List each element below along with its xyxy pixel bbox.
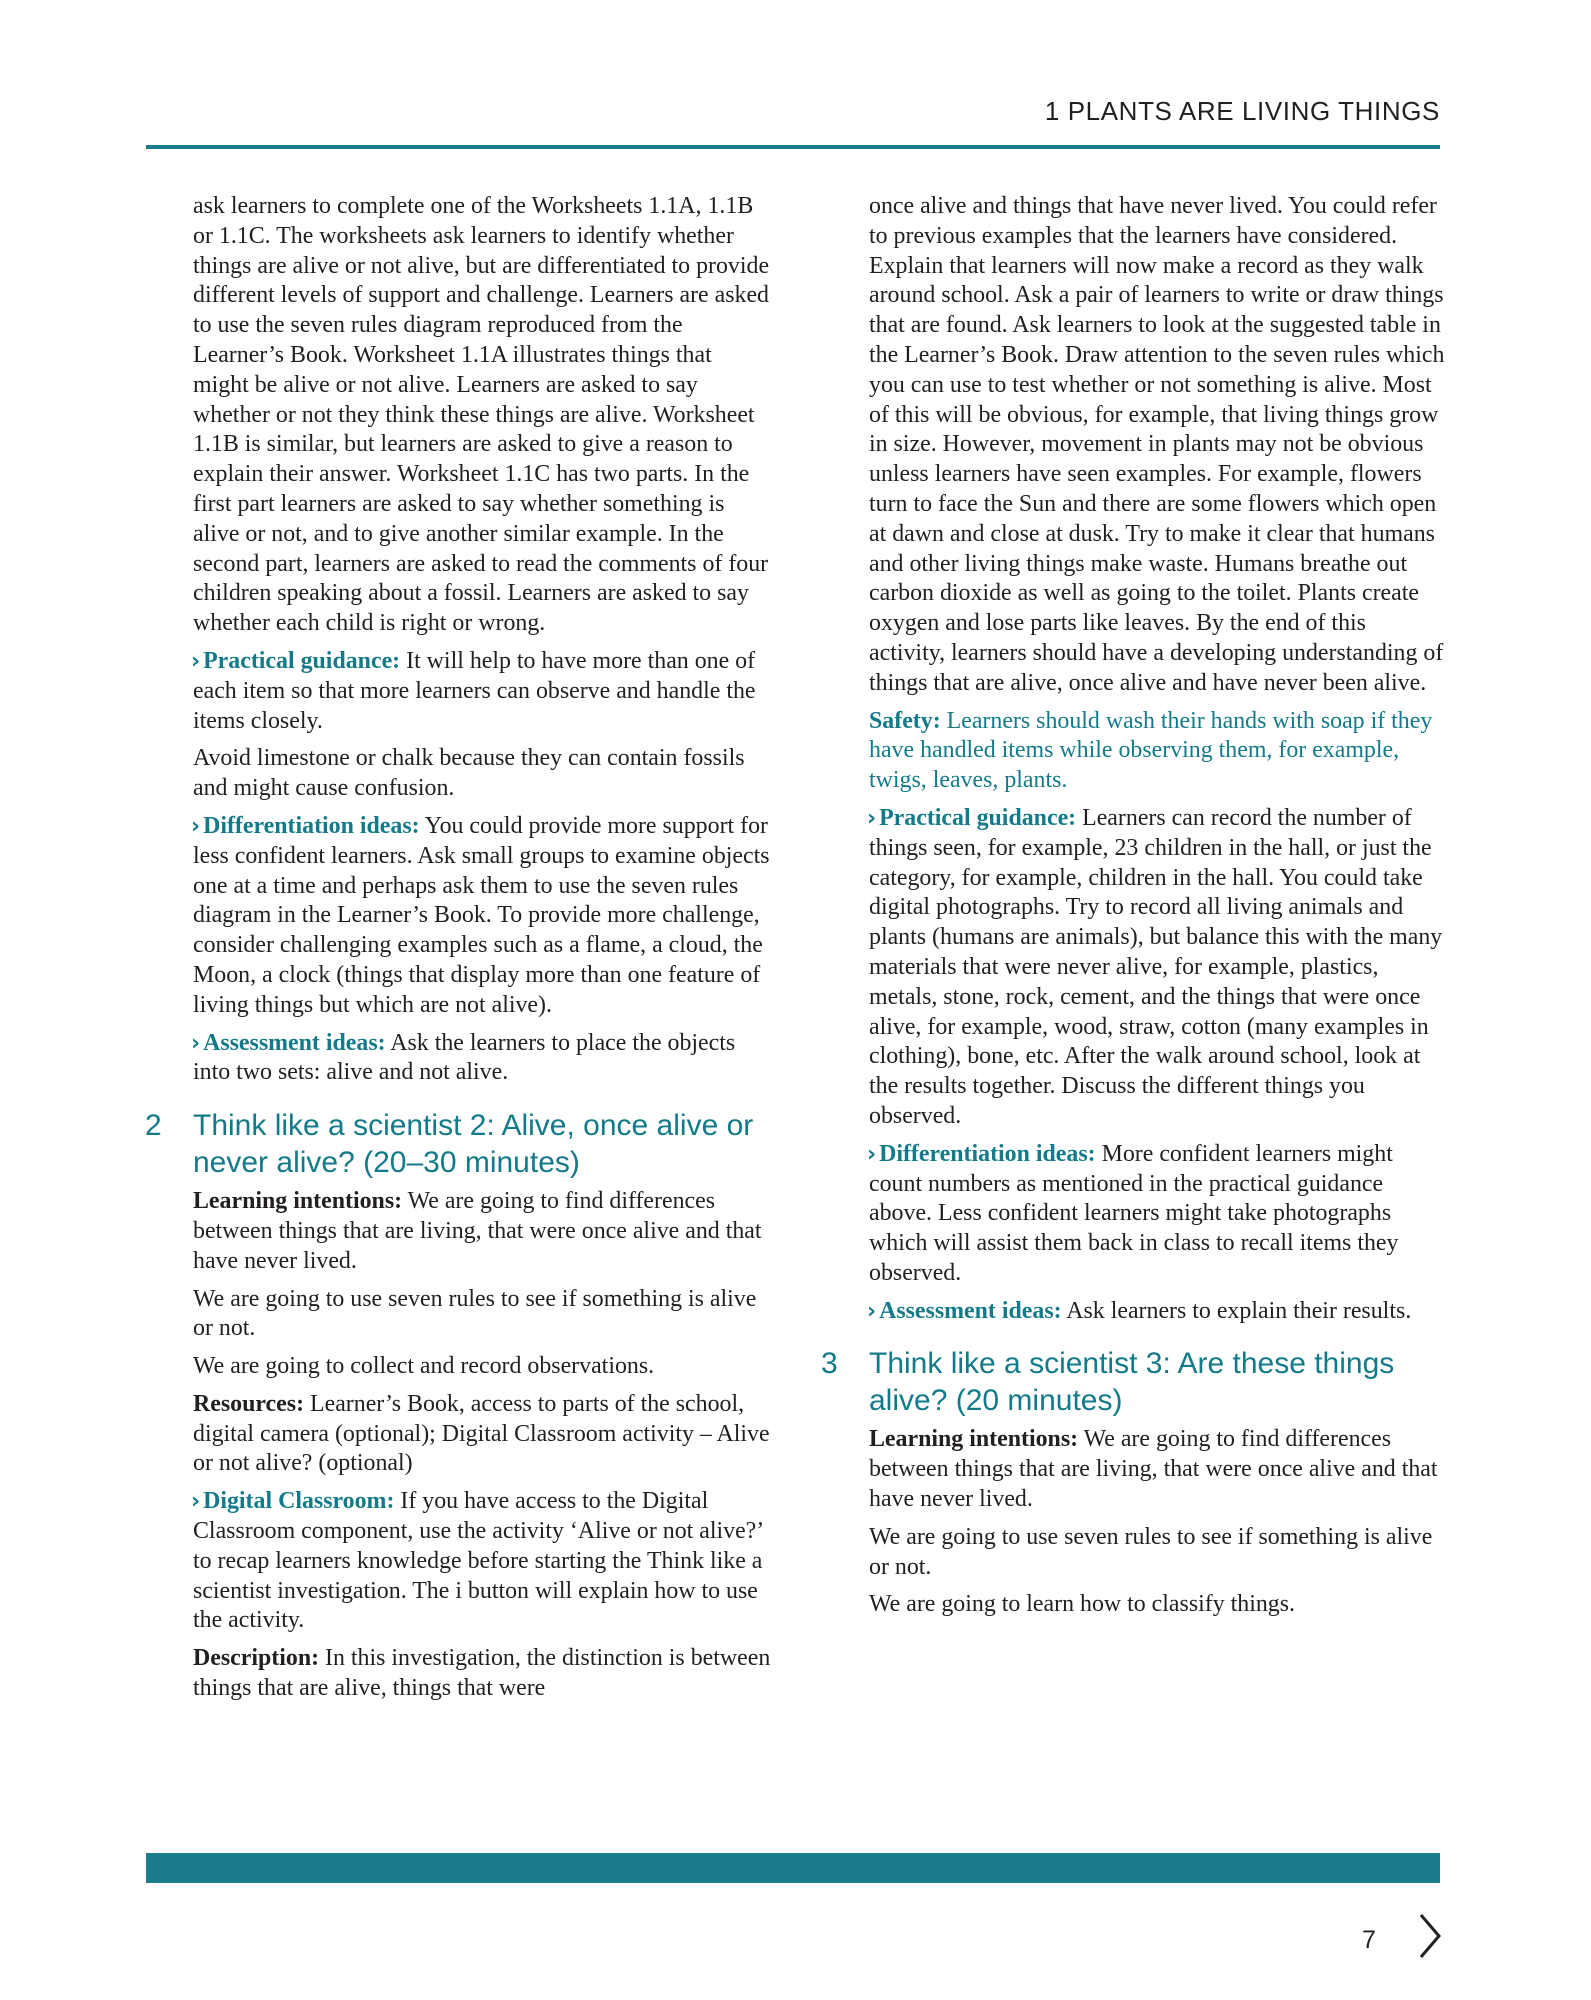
paragraph-seven-rules: We are going to use seven rules to see if something is alive or not. (869, 1523, 1433, 1580)
assessment-note (193, 1029, 773, 1089)
field-text: We are going to find differences between things that are living, that were once alive and that have never lived. (193, 1188, 762, 1274)
section-title-text: Think like a scientist 3: Are these things alive? (20 minutes) (869, 1347, 1395, 1417)
page-number: 7 (1362, 1926, 1376, 1954)
footer-bar (146, 1853, 1440, 1883)
next-page-arrow-icon[interactable] (1418, 1912, 1442, 1960)
paragraph-worksheets: ask learners to complete one of the Worksheets 1.1A, 1.1B or 1.1C. The worksheets ask learners to identify whether things are alive or not alive, but are differentiated to provide different levels of support and challenge. Learners are asked to use the seven rules diagram reproduced from the Learner’s Book. Worksheet 1.1A illustrates things that might be alive or not alive. Learners are asked to say whether or not they think these things are alive. Worksheet 1.1B is similar, but learners are asked to give a reason to explain their answer. Worksheet 1.1C has two parts. In the first part learners are asked to say whether something is alive or not, and to give another similar example. In the second part, learners are asked to read the comments of four children speaking about a fossil. Learners are asked to say whether each child is right or wrong. (193, 193, 770, 637)
differentiation-note (193, 812, 773, 1021)
description (193, 1644, 773, 1704)
resources (193, 1390, 773, 1479)
section-number: 2 (145, 1109, 162, 1143)
note-label: Practical guidance: (879, 804, 1077, 831)
field-text: Learner’s Book, access to parts of the school, digital camera (optional); Digital Classroom activity – Alive or not alive? (optional) (193, 1390, 770, 1477)
field-text: We are going to find differences between things that are living, that were once alive and that have never lived. (869, 1426, 1438, 1513)
note-label: Differentiation ideas: (879, 1140, 1096, 1167)
note-text: If you have access to the Digital Classroom component, use the activity ‘Alive or not alive?’ to recap learners knowledge before starting the Think like a scientist investigation. The i button will explain how to use the activity. (193, 1488, 763, 1634)
paragraph-avoid: Avoid limestone or chalk because they can contain fossils and might cause confusion. (193, 745, 745, 802)
chevron-right-icon: › (191, 648, 201, 674)
note-text: It will help to have more than one of each item so that more learners can observe and handle the items closely. (193, 647, 756, 734)
chevron-right-icon: › (867, 1298, 877, 1324)
note-label: Digital Classroom: (203, 1488, 395, 1515)
right-column (821, 192, 1447, 1628)
note-label: Assessment ideas: (203, 1029, 386, 1056)
field-label: Learning intentions: (869, 1426, 1079, 1453)
note-label: Safety: (869, 707, 941, 734)
section-heading-3 (821, 1346, 1447, 1419)
note-label: Assessment ideas: (879, 1297, 1062, 1324)
field-label: Resources: (193, 1390, 305, 1417)
learning-intentions (193, 1187, 773, 1276)
field-label: Learning intentions: (193, 1188, 403, 1215)
note-text: You could provide more support for less confident learners. Ask small groups to examine objects one at a time and perhaps ask them to use the seven rules diagram in the Learner’s Book. To provide more challenge, consider challenging examples such as a flame, a cloud, the Moon, a clock (things that display more than one feature of living things but which are not alive). (193, 812, 770, 1018)
note-text: Ask learners to explain their results. (1061, 1297, 1412, 1324)
learning-intentions (869, 1425, 1447, 1514)
running-head: 1 PLANTS ARE LIVING THINGS (1044, 96, 1440, 126)
practical-guidance-note (193, 647, 773, 736)
note-text: Learners can record the number of things seen, for example, 23 children in the hall, or just the category, for example, children in the hall. You could take digital photographs. Try to record all living animals and plants (humans are animals), but balance this with the many materials that were never alive, for example, plastics, metals, stone, rock, cement, and the things that were once alive, for example, wood, straw, cotton (many examples in clothing), bone, etc. After the walk around school, look at the results together. Discuss the different things you observed. (869, 804, 1443, 1129)
paragraph-seven-rules: We are going to use seven rules to see if something is alive or not. (193, 1285, 757, 1342)
chevron-right-icon: › (867, 805, 877, 831)
note-text: Learners should wash their hands with soap if they have handled items while observing them, for example, twigs, leaves, plants. (869, 707, 1433, 794)
paragraph-continued: once alive and things that have never lived. You could refer to previous examples that the learners have considered. Explain that learners will now make a record as they walk around school. Ask a pair of learners to write or draw things that are found. Ask learners to look at the suggested table in the Learner’s Book. Draw attention to the seven rules which you can use to test whether or not something is alive. Most of this will be obvious, for example, that living things grow in size. However, movement in plants may not be obvious unless learners have seen examples. For example, flowers turn to face the Sun and there are some flowers which open at dawn and close at dusk. Try to make it clear that humans and other living things make waste. Humans breathe out carbon dioxide as well as going to the toilet. Plants create oxygen and lose parts like leaves. By the end of this activity, learners should have a developing understanding of things that are alive, once alive and have never been alive. (869, 193, 1445, 696)
note-label: Practical guidance: (203, 647, 401, 674)
chevron-right-icon: › (867, 1141, 877, 1167)
chevron-right-icon: › (191, 1489, 201, 1515)
differentiation-note (869, 1140, 1447, 1289)
section-number: 3 (821, 1347, 838, 1381)
section-heading-2 (145, 1108, 773, 1181)
header-rule (146, 145, 1440, 149)
paragraph-classify: We are going to learn how to classify things. (869, 1591, 1296, 1618)
chevron-right-icon: › (191, 1030, 201, 1056)
chevron-right-icon: › (191, 813, 201, 839)
note-label: Differentiation ideas: (203, 812, 420, 839)
note-text: Ask the learners to place the objects into two sets: alive and not alive. (193, 1029, 736, 1086)
note-text: More confident learners might count numbers as mentioned in the practical guidance above. Less confident learners might take photographs which will assist them back in class to recall items they observed. (869, 1140, 1399, 1286)
left-column (145, 192, 773, 1712)
field-text: In this investigation, the distinction is between things that are alive, things that were (193, 1645, 771, 1702)
paragraph-collect: We are going to collect and record observations. (193, 1353, 655, 1380)
field-label: Description: (193, 1645, 320, 1672)
assessment-note (869, 1297, 1447, 1327)
section-title-text: Think like a scientist 2: Alive, once alive or never alive? (20–30 minutes) (193, 1109, 754, 1179)
practical-guidance-note (869, 804, 1447, 1132)
safety-note (869, 707, 1447, 796)
digital-classroom-note (193, 1487, 773, 1636)
